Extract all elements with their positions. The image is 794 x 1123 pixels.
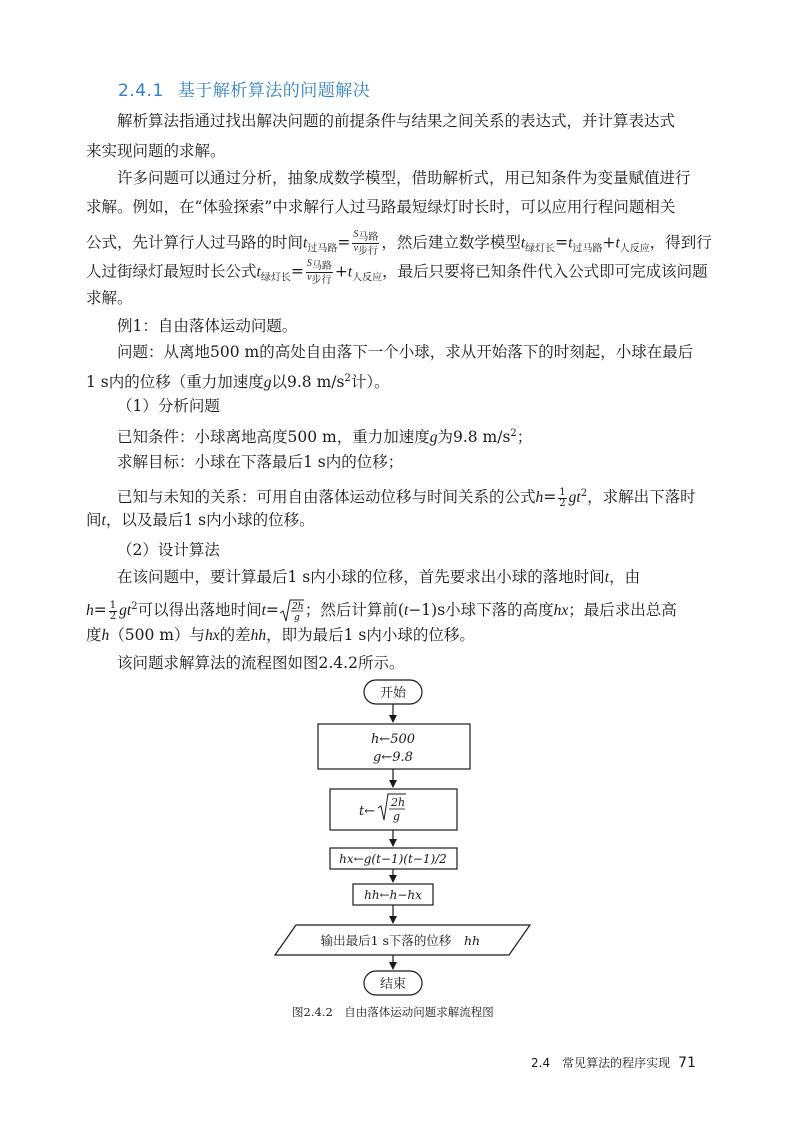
end-label: 结束: [379, 977, 407, 992]
design-line-4: 该问题求解算法的流程图如图2.4.2所示。: [117, 654, 405, 672]
svg-text:2h: 2h: [291, 602, 304, 613]
paragraph-2-line-2: 求解。例如，在“体验探索”中求解行人过马路最短绿灯时长时，可以应用行程问题相关: [86, 198, 676, 216]
known-conditions: 已知条件：小球离地高度500 m，重力加速度g为9.8 $m/s^2$；: [117, 428, 533, 447]
paragraph-2-line-3: 公式，先计算行人过马路的时间$t_{过马路}=$ $\frac{S_{马路}}{v_{步行}}$ ，然后建立数学模型$t_{绿灯长}=t_{过马路}+t_{人反应}$，得到行: [86, 229, 712, 257]
solve-goal: 求解目标：小球在下落最后1 s内的位移；: [117, 453, 404, 471]
step-1-heading: （1）分析问题: [117, 397, 220, 415]
output-label: 输出最后1 s下落的位移: [320, 933, 452, 948]
formula-fraction: $\frac{S_{马路}}{v_{步行}}$: [353, 229, 379, 257]
example-title: 例1：自由落体运动问题。: [117, 317, 298, 335]
assign-t-label: t←: [359, 804, 376, 819]
formula-fraction: $\frac{S_{马路}}{v_{步行}}$: [306, 258, 332, 286]
example-question-line-1: 问题：从离地500 m的高处自由落下一个小球，求从开始落下的时刻起，小球在最后: [117, 343, 694, 361]
section-title: 基于解析算法的问题解决: [177, 81, 371, 101]
svg-text:g: g: [393, 810, 401, 823]
paragraph-2-line-4: 人过街绿灯最短时长公式$t_{绿灯长}=$ $\frac{S_{马路}}{v_{步行}}$ $+t_{人反应}$，最后只要将已知条件代入公式即可完成该问题: [86, 258, 708, 286]
formula-half: $\frac{1}{2}$: [559, 486, 566, 509]
formula-half: $\frac{1}{2}$: [109, 599, 117, 622]
page-number: 71: [678, 1055, 696, 1071]
assign-hh-label: hh←h−hx: [364, 888, 422, 902]
figure-caption: 图2.4.2 自由落体运动问题求解流程图: [292, 1005, 494, 1019]
page-footer: [531, 1054, 696, 1071]
relation-line-1: 已知与未知的关系：可用自由落体运动位移与时间关系的公式h= $\frac{1}{2}$ $gt^2$，求解出下落时: [117, 486, 696, 509]
svg-text:g: g: [293, 613, 300, 624]
design-line-1: 在该问题中，要计算最后1 s内小球的位移，首先要求出小球的落地时间t，由: [117, 568, 641, 586]
assign-g-label: g←9.8: [373, 750, 413, 765]
svg-text:2h: 2h: [391, 796, 406, 809]
assign-hx-label: hx←g(t−1)(t−1)/2: [339, 852, 447, 866]
footer-section: 2.4 常见算法的程序实现: [531, 1056, 671, 1070]
design-line-3: 度h（500 m）与hx的差hh，即为最后1 s内小球的位移。: [86, 626, 475, 644]
paragraph-1-line-2: 来实现问题的求解。: [86, 142, 226, 160]
output-variable: hh: [464, 933, 481, 948]
design-line-2: h= $\frac{1}{2}$ $gt^2$可以得出落地时间t= 2h g ；然后计算前(t−1)s小球下落的高度hx；最后求出总高: [86, 599, 677, 624]
paragraph-2-line-5: 求解。: [86, 289, 133, 307]
start-label: 开始: [379, 686, 407, 701]
relation-line-2: 间t，以及最后1 s内小球的位移。: [86, 511, 315, 529]
section-number: 2.4.1: [118, 81, 164, 101]
paragraph-2-line-1: 许多问题可以通过分析，抽象成数学模型，借助解析式，用已知条件为变量赋值进行: [117, 169, 691, 187]
assign-h-label: h←500: [370, 732, 416, 747]
example-question-line-2: 1 s内的位移（重力加速度g以9.8 $m/s^2$计）。: [86, 373, 390, 392]
paragraph-1-line-1: 解析算法指通过找出解决问题的前提条件与结果之间关系的表达式，并计算表达式: [117, 112, 676, 130]
step-2-heading: （2）设计算法: [117, 541, 220, 559]
